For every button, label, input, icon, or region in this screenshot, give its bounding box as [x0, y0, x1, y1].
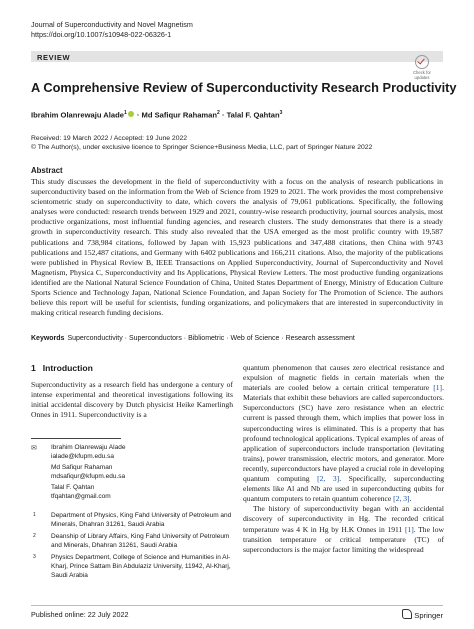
contact-name: Ibrahim Olanrewaju Alade [51, 444, 126, 451]
keywords [31, 335, 443, 342]
paragraph-text: The history of superconductivity began with an accidental discovery of superconductivity in Hg. The recorded critical temperature was 4 K in Hg by H.K Onnes in 1911 [243, 504, 444, 534]
published-online: Published online: 22 July 2022 [31, 610, 129, 619]
contact-name: Md Safiqur Rahaman [51, 464, 113, 472]
section-heading [31, 363, 93, 373]
check-for-updates-badge[interactable] [410, 55, 434, 79]
keywords-list: Superconductivity · Superconductors · Bibliometric · Web of Science · Research assessment [67, 335, 355, 342]
author-separator: · [219, 110, 227, 120]
mail-icon: ✉ [31, 445, 37, 452]
intro-paragraph [243, 363, 444, 504]
paragraph-text: . [409, 494, 412, 504]
journal-header [31, 20, 193, 39]
affiliation-text: Department of Physics, King Fahd University of Petroleum and Minerals, Dhahran 31261, Saudi Arabia [51, 512, 232, 528]
affiliation-item [31, 512, 236, 529]
publisher-logo [402, 609, 443, 620]
section-number: 1 [31, 363, 36, 373]
corresponding-contacts [51, 444, 231, 505]
affiliation-text: Physics Department, College of Science and Humanities in Al-Kharj, Prince Sattam Bin Abdulaziz University, 11942, Al-Kharj, Saudi Arabia [51, 554, 231, 579]
contact-name: Talal F. Qahtan [51, 484, 95, 492]
publisher-name: Springer [414, 611, 443, 620]
author-name[interactable]: Talal F. Qahtan [226, 110, 280, 120]
article-title: A Comprehensive Review of Superconductivity Research Productivity [31, 80, 457, 95]
intro-left-column: Superconductivity as a research field has undergone a century of intense experimental and theoretical investigations following its initial accidental discovery by Dutch physicist Heike Kamerlingh Onnes in 1911. Superconductivity is a [31, 380, 233, 420]
intro-right-column [243, 363, 444, 555]
intro-paragraph [243, 504, 444, 554]
contact-email[interactable]: ialade@kfupm.edu.sa [51, 452, 114, 460]
abstract-heading: Abstract [31, 166, 63, 175]
contact-entry [51, 444, 231, 461]
check-updates-icon [415, 55, 429, 69]
article-type-bar [31, 51, 443, 62]
affiliation-number: 3 [33, 554, 36, 561]
affiliation-item [31, 554, 236, 580]
section-title: Introduction [42, 363, 93, 373]
keywords-label: Keywords [31, 335, 65, 342]
author-name[interactable]: Ibrahim Olanrewaju Alade [31, 110, 124, 120]
footnote-divider [31, 438, 121, 439]
author-separator: · [134, 110, 142, 120]
article-type-label: REVIEW [37, 52, 71, 62]
affiliation-item [31, 533, 236, 550]
affiliation-number: 2 [33, 533, 36, 540]
springer-horse-icon [402, 609, 412, 619]
footer-divider [31, 605, 443, 606]
contact-email[interactable]: tfqahtan@gmail.com [51, 492, 111, 500]
contact-email[interactable]: mdsafiqur@kfupm.edu.sa [51, 472, 126, 480]
citation-link[interactable]: [2, 3] [317, 474, 340, 484]
article-dates [31, 134, 372, 152]
paragraph-text: . The low transition temperature or critical temperature (TC) of superconductors is the major factor limiting the widespread [243, 524, 444, 554]
abstract-text: This study discusses the development in the field of superconductivity with a focus on the analysis of research publications in superconductivity based on the information from the Web of Science from 1929 to 2021. The work provides the most comprehensive scientometric study on superconductivity to date, which covers the analysis of 79,061 publications. Specifically, the following analyses were conducted: research trends between 1929 and 2021, country-wise research productivity, journal sources analysis, most productive organizations, most influential funding agencies, and research clusters. The study demonstrates that there is a steady growth in superconductivity research. This study also revealed that the USA emerged as the most prolific country with 19,587 publications and 738,984 citations, followed by Japan with 15,923 publications and 347,488 citations, then China with 9743 publications and 152,487 citations, and Germany with 6402 publications and 166,211 citations. Also, the majority of the publications were published in Physical Review B, IEEE Transactions on Applied Superconductivity, Journal of Superconductivity and Novel Magnetism, Physica C, Superconductivity and Its Applications, Physical Review Letters. The most productive funding organizations identified are the National Natural Science Foundation of China, United States Department of Energy, Ministry of Education Culture Sports Science and Technology Japan, National Science Foundation, and Japan Society for The Promotion of Science. The authors believe this report will be useful for scientists, funding organizations, and policymakers that are interested in superconductivity in making critical research funding decisions. [31, 177, 443, 318]
journal-name: Journal of Superconductivity and Novel Magnetism [31, 20, 193, 29]
author-affiliation-ref: 3 [279, 110, 283, 116]
copyright-line: © The Author(s), under exclusive licence to Springer Science+Business Media, LLC, part of Springer Nature 2022 [31, 144, 373, 151]
author-affiliation-ref: 2 [217, 110, 220, 116]
paragraph-text: quantum phenomenon that causes zero electrical resistance and expulsion of magnetic fields in certain materials when the materials are cooled below a certain critical temperature [243, 363, 444, 393]
author-affiliation-ref: 1 [123, 110, 127, 116]
author-name[interactable]: Md Safiqur Rahaman [141, 110, 218, 120]
orcid-icon[interactable] [128, 111, 134, 117]
received-accepted: Received: 19 March 2022 / Accepted: 19 June 2022 [31, 135, 188, 142]
affiliation-text: Deanship of Library Affairs, King Fahd University of Petroleum and Minerals, Dhahran 31261, Saudi Arabia [51, 533, 230, 549]
citation-link[interactable]: [2, 3] [393, 494, 410, 504]
citation-link[interactable]: [1] [433, 383, 443, 393]
contact-entry [51, 484, 231, 501]
paragraph-text: . Specifically, superconducting elements like Al and Nb are used in superconducting qubits for quantum computers to retain quantum coherence [243, 474, 444, 504]
check-updates-label: Check for updates [413, 70, 431, 80]
doi-link[interactable]: https://doi.org/10.1007/s10948-022-06326-1 [31, 29, 172, 39]
author-list [31, 110, 282, 120]
citation-link[interactable]: [1] [404, 524, 414, 534]
affiliation-number: 1 [33, 512, 36, 518]
paragraph-text: . Materials that exhibit these behaviors are called superconductors. Superconductors (SC) have zero resistance when an electric current is passed through them, which implies that power loss in superconducting wires is eliminated. This is a property that has profound technological applications. Typical examples of areas of application of superconductors include transportation (levitating trains), power transmission, electric motors, and generator. More recently, superconductors have played a crucial role in developing quantum computing [243, 383, 444, 484]
affiliations [31, 512, 236, 584]
contact-entry [51, 464, 231, 481]
